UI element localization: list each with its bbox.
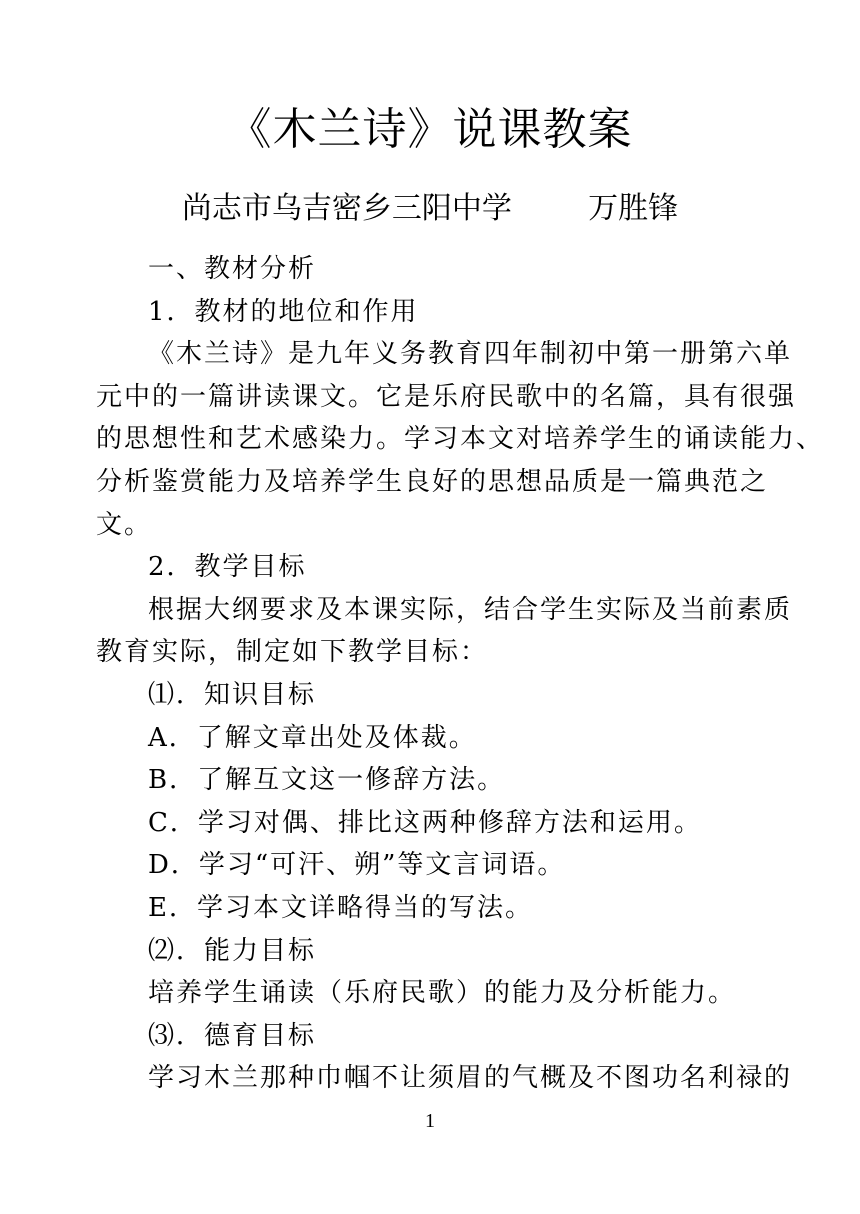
subsection-heading: 2．教学目标 [148,552,307,583]
paragraph-line: 分析鉴赏能力及培养学生良好的思想品质是一篇典范之 [96,466,769,497]
document-body [96,248,825,1100]
paragraph-line: 学习木兰那种巾帼不让须眉的气概及不图功名利禄的 [148,1063,793,1094]
objective-heading: ⑶．德育目标 [148,1020,317,1051]
author-line: 尚志市乌吉密乡三阳中学 万胜锋 [181,191,679,226]
section-heading: 一、教材分析 [148,254,317,284]
objective-item: E．学习本文详略得当的写法。 [148,892,533,923]
paragraph-line: 培养学生诵读（乐府民歌）的能力及分析能力。 [148,978,737,1009]
page-number: 1 [425,1110,435,1132]
paragraph-line: 教育实际，制定如下教学目标： [96,637,489,668]
paragraph-line: 根据大纲要求及本课实际，结合学生实际及当前素质 [148,594,793,625]
objective-item: A．了解文章出处及体裁。 [148,722,477,753]
subsection-heading: 1．教材的地位和作用 [148,296,419,327]
objective-item: C．学习对偶、排比这两种修辞方法和运用。 [148,807,702,838]
document-title: 《木兰诗》说课教案 [227,104,633,155]
objective-item: D．学习“可汗、朔”等文言词语。 [148,850,566,881]
objective-heading: ⑴．知识目标 [148,679,317,710]
paragraph-line: 元中的一篇讲读课文。它是乐府民歌中的名篇，具有很强 [96,381,797,412]
objective-item: B．了解互文这一修辞方法。 [148,765,506,796]
paragraph-line: 文。 [96,509,153,540]
paragraph-line: 《木兰诗》是九年义务教育四年制初中第一册第六单 [148,339,793,370]
objective-heading: ⑵．能力目标 [148,935,317,966]
paragraph-line: 的思想性和艺术感染力。学习本文对培养学生的诵读能力、 [96,424,825,455]
